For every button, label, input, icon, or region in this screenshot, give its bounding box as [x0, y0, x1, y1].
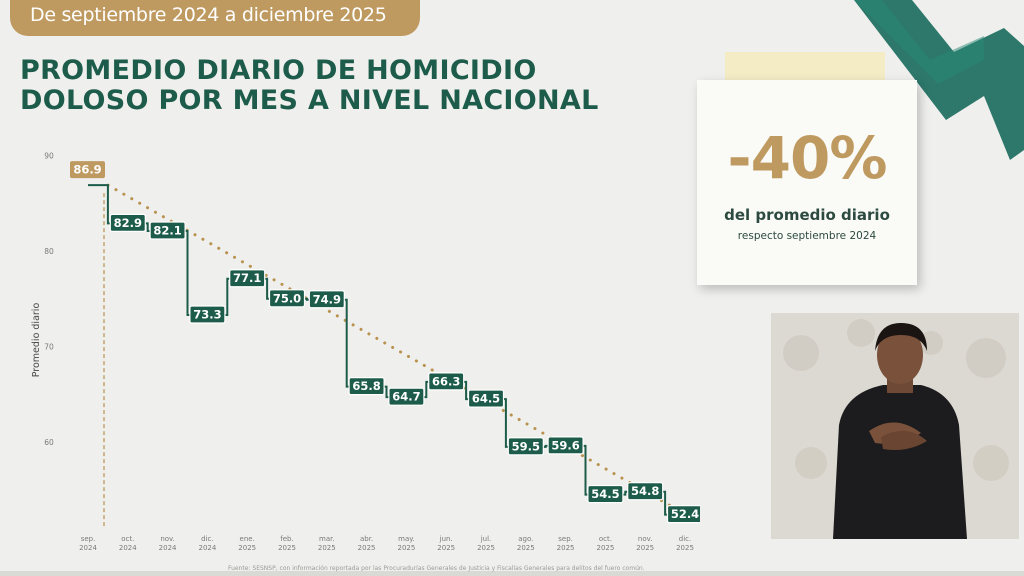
trend-line	[108, 185, 693, 518]
x-tick-month: jun.	[439, 535, 453, 543]
x-tick-month: nov.	[637, 535, 653, 543]
x-tick-month: dic.	[678, 535, 692, 543]
data-label: 59.6	[551, 438, 580, 453]
stat-subcaption: respecto septiembre 2024	[737, 230, 877, 242]
x-tick-month: abr.	[359, 535, 374, 543]
x-tick-month: feb.	[280, 535, 294, 543]
x-tick-month: mar.	[319, 535, 335, 543]
x-tick-year: 2025	[676, 544, 694, 552]
data-label: 77.1	[233, 271, 262, 286]
chart-title-line2: DOLOSO POR MES A NIVEL NACIONAL	[20, 85, 599, 116]
y-axis-label: Promedio diario	[31, 302, 42, 378]
x-tick-year: 2025	[516, 544, 535, 552]
x-tick-year: 2025	[477, 544, 495, 552]
y-tick-label: 90	[44, 151, 54, 161]
y-tick-label: 70	[44, 342, 54, 352]
stat-card	[697, 80, 917, 285]
x-tick-month: ene.	[239, 535, 255, 543]
x-tick-year: 2025	[437, 544, 456, 552]
chart-title-line1: PROMEDIO DIARIO DE HOMICIDIO	[20, 55, 537, 86]
data-label: 86.9	[73, 162, 102, 177]
period-label: De septiembre 2024 a diciembre 2025	[30, 4, 387, 26]
data-label: 82.9	[113, 215, 142, 230]
x-tick-year: 2024	[118, 544, 137, 552]
source-footnote: Fuente: SESNSP, con información reportada por las Procuradurías Generales de Justicia y Fiscalías Generales para delitos del fuero común.	[228, 565, 645, 572]
x-tick-month: jul.	[480, 535, 492, 543]
x-tick-year: 2024	[198, 544, 217, 552]
data-label: 64.5	[471, 391, 501, 406]
x-tick-month: dic.	[201, 535, 214, 543]
data-label: 64.7	[392, 389, 421, 404]
x-tick-month: may.	[398, 535, 415, 543]
x-tick-year: 2025	[636, 544, 655, 552]
x-tick-year: 2025	[596, 544, 615, 552]
y-tick-label: 80	[44, 247, 54, 257]
x-tick-year: 2025	[278, 544, 296, 552]
x-tick-year: 2024	[158, 544, 177, 552]
interpreter-image	[771, 313, 1019, 539]
x-tick-year: 2025	[556, 544, 575, 552]
data-label: 74.9	[312, 292, 341, 307]
y-tick-label: 60	[44, 438, 54, 448]
x-tick-year: 2025	[238, 544, 257, 552]
x-tick-month: sep.	[558, 535, 573, 543]
data-label: 52.4	[670, 507, 700, 522]
data-label: 73.3	[193, 307, 222, 322]
sign-language-interpreter-video	[771, 313, 1019, 539]
data-label: 75.0	[272, 291, 302, 306]
x-tick-month: ago.	[518, 535, 534, 543]
data-label: 54.8	[631, 484, 660, 499]
percent-change: -40%	[727, 124, 887, 192]
stat-caption: del promedio diario	[724, 206, 890, 224]
data-label: 66.3	[432, 374, 461, 389]
data-label: 54.5	[591, 487, 620, 502]
x-tick-year: 2025	[397, 544, 416, 552]
x-tick-year: 2025	[317, 544, 336, 552]
x-tick-month: oct.	[121, 535, 135, 543]
x-tick-month: sep.	[80, 535, 96, 543]
data-label: 59.5	[511, 439, 540, 454]
x-tick-month: oct.	[598, 535, 612, 543]
data-label: 65.8	[352, 379, 381, 394]
x-tick-month: nov.	[160, 535, 175, 543]
data-label: 82.1	[153, 223, 182, 238]
x-tick-year: 2024	[79, 544, 97, 552]
x-tick-year: 2025	[357, 544, 376, 552]
